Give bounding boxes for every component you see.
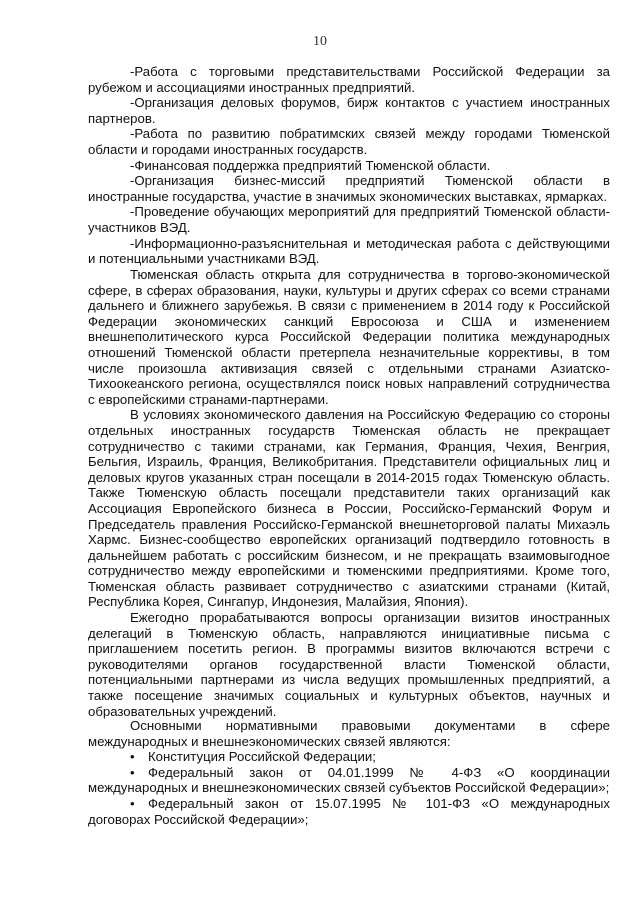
paragraph-cooperation: Тюменская область открыта для сотрудничества в торгово-экономической сфере, в сферах образования, науки, культуры и других сферах со всеми странами дальнего и ближнего зарубежья. В связи с применением в 2014 году к Российской Федерации экономических санкций Евросоюза и США и изменением внешнеполитического курса Российской Федерации политика международных отношений Тюменской области претерпела незначительные коррективы, в том числе произошла активизация связей с отдельными странами Азиатско-Тихоокеанского региона, осуществлялся поиск новых направлений сотрудничества с европейскими странами-партнерами. [88, 267, 610, 407]
paragraph-delegations: Ежегодно прорабатываются вопросы организации визитов иностранных делегаций в Тюменскую область, направляются инициативные письма с приглашением посетить регион. В программы визитов включаются встречи с руководителями органов государственной власти Тюменской области, потенциальными партнерами из числа ведущих промышленных предприятий, а также посещение значимых социальных и культурных объектов, научных и образовательных учреждений. [88, 610, 610, 719]
law-item [88, 796, 610, 827]
activity-item: -Информационно-разъяснительная и методическая работа с действующими и потенциальными участниками ВЭД. [88, 235, 610, 267]
page-number: 10 [313, 34, 327, 49]
activity-item: -Проведение обучающих мероприятий для предприятий Тюменской области-участников ВЭД. [88, 204, 610, 235]
activity-item: -Организация деловых форумов, бирж контактов с участием иностранных партнеров. [88, 95, 610, 126]
legal-section [88, 718, 610, 827]
bullet-icon: • [130, 749, 135, 765]
law-item [88, 749, 610, 765]
paragraph-pressure: В условиях экономического давления на Российскую Федерацию со стороны отдельных иностранных государств Тюменская область не прекращает сотрудничество с такими странами, как Германия, Франция, Чехия, Венгрия, Бельгия, Израиль, Франция, Великобритания. Представители официальных лиц и деловых кругов указанных стран посещали в 2014-2015 годах Тюменскую область. Также Тюменскую область посещали представители таких организаций как Ассоциация Европейского бизнеса в России, Российско-Германский Форум и Председатель правления Российско-Германской внешнеторговой палаты Михаэль Хармс. Бизнес-сообщество европейских организаций подтвердило готовность в дальнейшем работать с российским бизнесом, и не прекращать взаимовыгодное сотрудничество между европейскими и тюменскими предприятиями. Кроме того, Тюменская область развивает сотрудничество с азиатскими странами (Китай, Республика Корея, Сингапур, Индонезия, Малайзия, Япония). [88, 407, 610, 610]
legal-intro: Основными нормативными правовыми документами в сфере международных и внешнеэкономических связей являются: [88, 718, 610, 749]
activity-item: -Работа по развитию побратимских связей между городами Тюменской области и городами иностранных государств. [88, 126, 610, 157]
activities-list [88, 64, 610, 267]
law-item [88, 765, 610, 796]
bullet-icon: • [130, 795, 135, 811]
law-text: Федеральный закон от 15.07.1995 № 101-ФЗ «О международных договорах Российской Федерации»; [88, 795, 610, 827]
activity-item: -Работа с торговыми представительствами Российской Федерации за рубежом и ассоциациями иностранных предприятий. [88, 64, 610, 95]
law-text: Конституция Российской Федерации; [148, 749, 376, 765]
body-paragraphs [88, 267, 610, 719]
bullet-icon: • [130, 764, 135, 780]
activity-item: -Финансовая поддержка предприятий Тюменской области. [130, 157, 491, 173]
law-text: Федеральный закон от 04.01.1999 № 4-ФЗ «О координации международных и внешнеэкономических связей субъектов Российской Федерации»; [88, 764, 610, 796]
activity-item: -Организация бизнес-миссий предприятий Тюменской области в иностранные государства, участие в значимых экономических выставках, ярмарках. [88, 173, 610, 204]
